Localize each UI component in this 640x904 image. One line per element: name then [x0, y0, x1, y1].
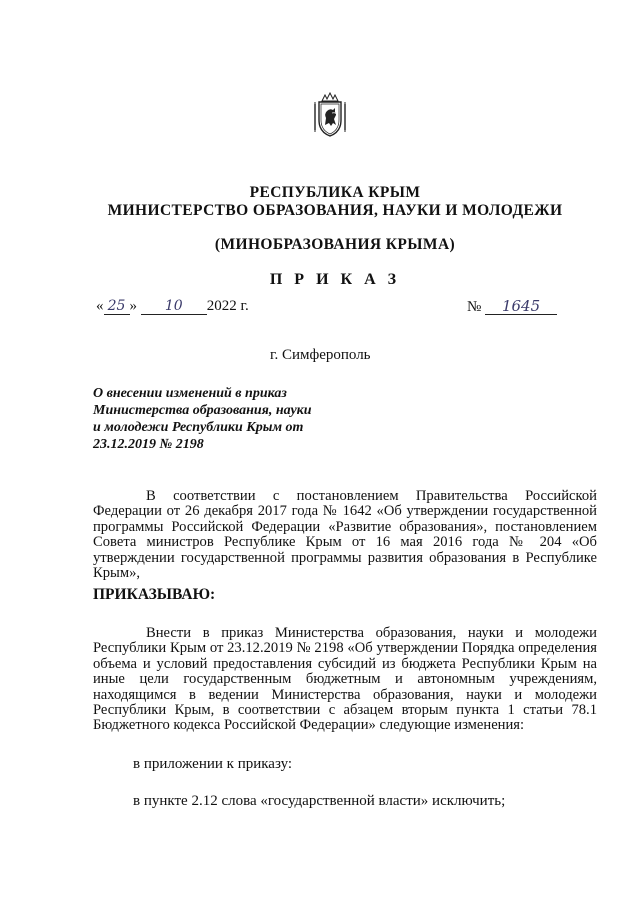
ministry-title: МИНИСТЕРСТВО ОБРАЗОВАНИЯ, НАУКИ И МОЛОДЕЖИ	[107, 202, 563, 219]
crimea-coat-of-arms-icon	[312, 92, 348, 138]
orders-heading: ПРИКАЗЫВАЮ:	[93, 586, 216, 603]
ministry-short-title: (МИНОБРАЗОВАНИЯ КРЫМА)	[214, 236, 456, 253]
order-number	[467, 298, 557, 316]
subject-line: Министерства образования, науки	[93, 403, 312, 418]
subject-line: 23.12.2019 № 2198	[93, 437, 204, 452]
republic-title: РЕСПУБЛИКА КРЫМ	[249, 184, 421, 201]
document-type: П Р И К А З	[269, 271, 401, 288]
clause-line: в пункте 2.12 слова «государственной власти» исключить;	[133, 793, 506, 809]
city-label: г. Симферополь	[270, 347, 371, 363]
order-date	[96, 298, 249, 315]
subject-line: и молодежи Республики Крым от	[93, 420, 304, 435]
annex-line: в приложении к приказу:	[133, 756, 293, 772]
date-year: 2022 г.	[206, 298, 249, 314]
date-month: 10	[141, 298, 207, 315]
amendment-paragraph: Внести в приказ Министерства образования, науки и молодежи Республики Крым от 23.12.2019 № 2198 «Об утверждении Порядка определения объема и условий предоставления субсидий из бюджета Республики Крым на иные цели государственным бюджетным и автономным учреждениям, находящимся в ведении Министерства образования, науки и молодежи Республики Крым, в соответствии с абзацем вторым пункта 1 статьи 78.1 Бюджетного кодекса Российской Федерации» следующие изменения:	[93, 625, 597, 734]
date-open-quote: «	[96, 298, 104, 314]
date-close-quote: »	[129, 298, 137, 314]
preamble-paragraph: В соответствии с постановлением Правительства Российской Федерации от 26 декабря 2017 года № 1642 «Об утверждении государственной программы Российской Федерации «Развитие образования», постановлением Совета министров Республике Крым от 16 мая 2016 года № 204 «Об утверждении государственной программы развития образования в Республике Крым»,	[93, 488, 597, 582]
date-day: 25	[104, 298, 130, 315]
number-value: 1645	[485, 298, 557, 315]
subject-line: О внесении изменений в приказ	[93, 386, 287, 401]
number-prefix: №	[467, 299, 482, 315]
order-subject	[93, 385, 353, 453]
